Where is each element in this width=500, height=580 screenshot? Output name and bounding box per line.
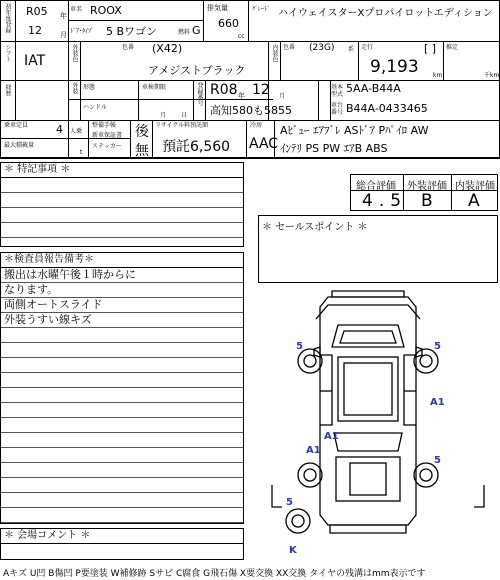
registration-year: R05 <box>26 5 48 18</box>
sales-point-title: ＊ セールスポイント ＊ <box>262 222 368 233</box>
inspection-month: 12 <box>252 82 270 98</box>
displacement-value: 660 <box>218 17 239 30</box>
registration-year-unit: 年 <box>60 12 67 20</box>
damage-mark: 5 <box>286 497 293 508</box>
first-registration-label: 初年度登録 <box>4 3 11 33</box>
car-name-label: 車名 <box>70 6 83 13</box>
inspector-remarks-box <box>0 252 244 524</box>
special-notes-line <box>1 178 243 193</box>
interior-color-num-label: 色番 <box>283 44 296 51</box>
car-damage-diagram <box>258 285 498 560</box>
shift-label: シフト <box>4 44 11 62</box>
damage-mark: A1 <box>306 445 321 456</box>
door-type: 5 Bワゴン <box>106 25 158 38</box>
inspection-label: 車検期限 <box>142 84 167 91</box>
mileage-bracket: [ ] <box>424 42 437 55</box>
color-code-label: 色番 <box>122 44 135 51</box>
mileage-label: 走行 <box>361 44 374 51</box>
damage-mark: 5 <box>434 341 441 352</box>
handle-label: ハンドル <box>83 104 108 111</box>
recycle-label: リサイクル料預託額 <box>155 122 209 129</box>
inspector-remark-line: 両側オートスライド <box>1 298 243 313</box>
damage-mark: A1 <box>324 431 339 442</box>
mileage-value: 9,193 <box>370 57 419 77</box>
inspector-remark-line <box>1 493 243 508</box>
shift-value: IAT <box>24 53 46 69</box>
inspector-remark-line <box>1 328 243 343</box>
mileage-unit: km <box>433 72 443 79</box>
fuel-label: 燃料 <box>178 29 191 36</box>
registration-month: 12 <box>28 24 42 37</box>
inspector-remark-line <box>1 358 243 373</box>
inspector-remark-line <box>1 463 243 478</box>
inspection-day-unit: 日 <box>181 112 188 119</box>
inspector-remark-line <box>1 478 243 493</box>
damage-mark: 5 <box>434 455 441 466</box>
chassis-label: 車台番号 <box>331 102 344 116</box>
capacity-unit: 人乗 <box>70 128 83 135</box>
damage-mark: K <box>289 545 297 556</box>
special-notes-line <box>1 193 243 208</box>
overall-score-label: 総合評価 <box>356 181 396 192</box>
inspector-remark-line <box>1 448 243 463</box>
interior-color-code: (23G) <box>309 43 335 53</box>
interior-color-label: 内装色 <box>271 44 278 62</box>
car-name: ROOX <box>90 4 122 17</box>
inspector-remark-line <box>1 433 243 448</box>
venue-comment-box <box>0 528 244 560</box>
inspector-remark-line <box>1 418 243 433</box>
recycle-value: 預託6,560 <box>162 139 231 155</box>
exterior-color-label: 外装色 <box>71 44 78 62</box>
damage-legend: Aキズ U凹 B傷凹 P要塗装 W補修跡 Sサビ C腐食 G飛石傷 X要交換 XX交換 タイヤの残溝はmm表示です <box>3 569 426 579</box>
inspector-remark-line <box>1 403 243 418</box>
sticker-value: 無 <box>135 143 149 159</box>
venue-comment-title: ＊ 会場コメント ＊ <box>1 529 243 544</box>
door-type-label: ﾄﾞｱ･ﾀｲﾌﾟ <box>70 28 95 35</box>
grade-value: ハイウェイスターXプロパイロットエディション <box>278 8 493 19</box>
load-unit: t <box>80 149 83 156</box>
shape-label: 形態 <box>83 84 96 91</box>
sticker-label: ステッカー <box>92 143 122 150</box>
manual-value: 後 <box>135 124 149 140</box>
special-notes-line <box>1 208 243 223</box>
inspector-remark-line: なります。 <box>1 283 243 298</box>
ac-value: AAC <box>249 136 279 152</box>
inspection-year: R08 <box>210 82 238 98</box>
outer-label: 外装 <box>71 82 78 94</box>
overall-score: 4.5 <box>362 191 408 211</box>
inspection-month-unit: 月 <box>279 93 286 100</box>
estimate-label: 推定 <box>446 44 459 51</box>
interior-score-label: 内装評価 <box>455 181 495 192</box>
inspection-year-unit: 年 <box>238 92 245 100</box>
inspector-remark-line: 搬出は水曜午後１時からに <box>1 268 243 283</box>
warranty-label: 新車保証書 <box>92 132 123 139</box>
color-code: (X42) <box>152 42 183 55</box>
exterior-score-label: 外装評価 <box>407 181 447 192</box>
model-label: 基本型式 <box>331 84 344 98</box>
type-label: 系 <box>348 46 355 53</box>
special-notes-title: ＊ 特記事項 ＊ <box>1 163 243 178</box>
history-label: 経歴 <box>4 84 11 96</box>
plate-label: 登録番号 <box>196 82 203 106</box>
inspector-remark-line: 外装うすい線キズ <box>1 313 243 328</box>
inspector-remark-line <box>1 373 243 388</box>
equipment-line-1: Aﾋﾞｭｰ ｴｱﾌﾞﾚ ASﾄﾞｱ Pﾊﾟｲﾛ AW <box>280 124 429 137</box>
plate-number: 高知580も5855 <box>210 104 292 117</box>
interior-score: A <box>468 191 480 211</box>
displacement-label: 排気量 <box>207 4 228 12</box>
inspection-month-unit-2: 月 <box>160 112 167 119</box>
special-notes-line <box>1 223 243 238</box>
chassis-value: B44A-0433465 <box>346 102 428 115</box>
fuel-value: G <box>192 24 201 37</box>
inspector-remark-line <box>1 343 243 358</box>
damage-mark: 5 <box>296 341 303 352</box>
inspector-remarks-title: ＊検査員報告備考＊ <box>1 253 243 268</box>
capacity-value: 4 <box>56 123 63 136</box>
inspector-remark-line <box>1 508 243 523</box>
inspector-remark-line <box>1 388 243 403</box>
registration-month-unit: 月 <box>60 31 67 39</box>
estimate-unit: 千km <box>484 72 500 79</box>
manual-label: 整備手帳 <box>92 122 117 129</box>
special-notes-box <box>0 162 244 247</box>
load-label: 最大積載量 <box>4 142 35 149</box>
equipment-line-2: ｲﾝﾃﾘ PS PW ｴｱB ABS <box>280 142 388 155</box>
displacement-unit: cc <box>238 33 245 40</box>
exterior-score: B <box>421 191 433 211</box>
capacity-label: 乗車定員 <box>4 122 29 129</box>
model-value: 5AA-B44A <box>346 82 401 95</box>
color-name: アメジストブラック <box>148 64 246 77</box>
damage-mark: A1 <box>430 397 445 408</box>
grade-label: ｸﾞﾚｰﾄﾞ <box>252 6 271 13</box>
ac-label: 冷房 <box>250 122 263 129</box>
